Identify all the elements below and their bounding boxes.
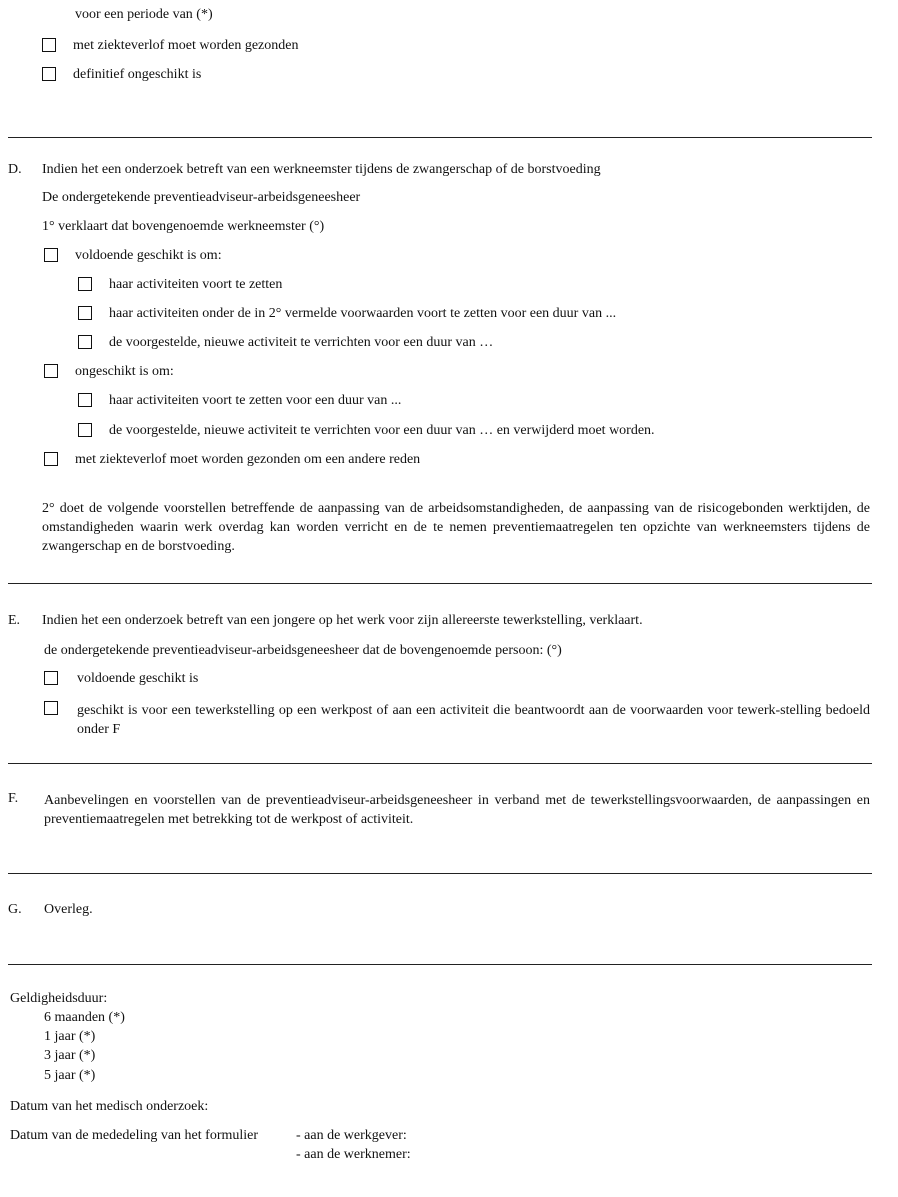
d-fit-item-label: de voorgestelde, nieuwe activiteit te verrichten voor een duur van …: [109, 335, 494, 350]
divider: [8, 964, 872, 965]
section-e-heading: Indien het een onderzoek betreft van een jongere op het werk voor zijn allereerste tewerkstelling, verklaart.: [42, 613, 643, 628]
d-sick-leave-checkbox[interactable]: [44, 452, 58, 466]
d-fit-item-checkbox[interactable]: [78, 306, 92, 320]
validity-option: 3 jaar (*): [44, 1048, 96, 1063]
d-unfit-item-label: de voorgestelde, nieuwe activiteit te verrichten voor een duur van … en verwijderd moet worden.: [109, 423, 655, 438]
section-d-declares: 1° verklaart dat bovengenoemde werkneemster (°): [42, 219, 325, 234]
section-e-letter: E.: [8, 613, 21, 628]
divider: [8, 873, 872, 874]
validity-option: 6 maanden (*): [44, 1010, 125, 1025]
e-workpost-label: geschikt is voor een tewerkstelling op een werkpost of aan een activiteit die beantwoordt aan de voorwaarden voor tewerk-stelling bedoeld onder F: [77, 703, 870, 737]
unfit-checkbox[interactable]: [42, 67, 56, 81]
section-g-text: Overleg.: [44, 902, 93, 917]
e-fit-checkbox[interactable]: [44, 671, 58, 685]
section-d-letter: D.: [8, 162, 22, 177]
d-fit-item-label: haar activiteiten voort te zetten: [109, 277, 283, 292]
d-fit-item-checkbox[interactable]: [78, 277, 92, 291]
d-unfit-item-label: haar activiteiten voort te zetten voor een duur van ...: [109, 393, 402, 408]
section-g-letter: G.: [8, 902, 22, 917]
section-e-signer: de ondergetekende preventieadviseur-arbeidsgeneesheer dat de bovengenoemde persoon: (°): [44, 643, 562, 658]
e-workpost-checkbox[interactable]: [44, 701, 58, 715]
unfit-label: definitief ongeschikt is: [73, 67, 202, 82]
validity-option: 5 jaar (*): [44, 1068, 96, 1083]
validity-option: 1 jaar (*): [44, 1029, 96, 1044]
divider: [8, 583, 872, 584]
notification-date-label: Datum van de mededeling van het formulier: [10, 1128, 259, 1143]
d-fit-checkbox[interactable]: [44, 248, 58, 262]
d-unfit-checkbox[interactable]: [44, 364, 58, 378]
d-sick-leave-label: met ziekteverlof moet worden gezonden om een andere reden: [75, 452, 421, 467]
d-fit-item-label: haar activiteiten onder de in 2° vermelde voorwaarden voort te zetten voor een duur van ...: [109, 306, 617, 321]
exam-date-label: Datum van het medisch onderzoek:: [10, 1099, 209, 1114]
section-d-signer: De ondergetekende preventieadviseur-arbeidsgeneesheer: [42, 190, 361, 205]
section-d-proposals: 2° doet de volgende voorstellen betreffende de aanpassing van de arbeidsomstandigheden, de aanpassing van de risicogebonden werktijden, de omstandigheden waarin werk overdag kan worden verricht en de te nemen preventiemaatregelen ten opzichte van werkneemsters tijdens de zwangerschap en de borstvoeding.: [42, 501, 870, 554]
divider: [8, 763, 872, 764]
e-fit-label: voldoende geschikt is: [77, 671, 199, 686]
divider: [8, 137, 872, 138]
employer-date-label: - aan de werkgever:: [296, 1128, 407, 1143]
validity-label: Geldigheidsduur:: [10, 991, 108, 1006]
section-f-text: Aanbevelingen en voorstellen van de preventieadviseur-arbeidsgeneesheer in verband met de tewerkstellingsvoorwaarden, de aanpassingen en preventiemaatregelen met betrekking tot de werkpost of activiteit.: [44, 793, 870, 827]
d-fit-label: voldoende geschikt is om:: [75, 248, 222, 263]
sick-leave-label: met ziekteverlof moet worden gezonden: [73, 38, 299, 53]
section-d-heading: Indien het een onderzoek betreft van een werkneemster tijdens de zwangerschap of de borstvoeding: [42, 162, 601, 177]
sick-leave-checkbox[interactable]: [42, 38, 56, 52]
section-f-letter: F.: [8, 791, 19, 806]
d-unfit-item-checkbox[interactable]: [78, 393, 92, 407]
d-fit-item-checkbox[interactable]: [78, 335, 92, 349]
period-text: voor een periode van (*): [75, 7, 213, 22]
d-unfit-label: ongeschikt is om:: [75, 364, 174, 379]
d-unfit-item-checkbox[interactable]: [78, 423, 92, 437]
employee-date-label: - aan de werknemer:: [296, 1147, 411, 1162]
